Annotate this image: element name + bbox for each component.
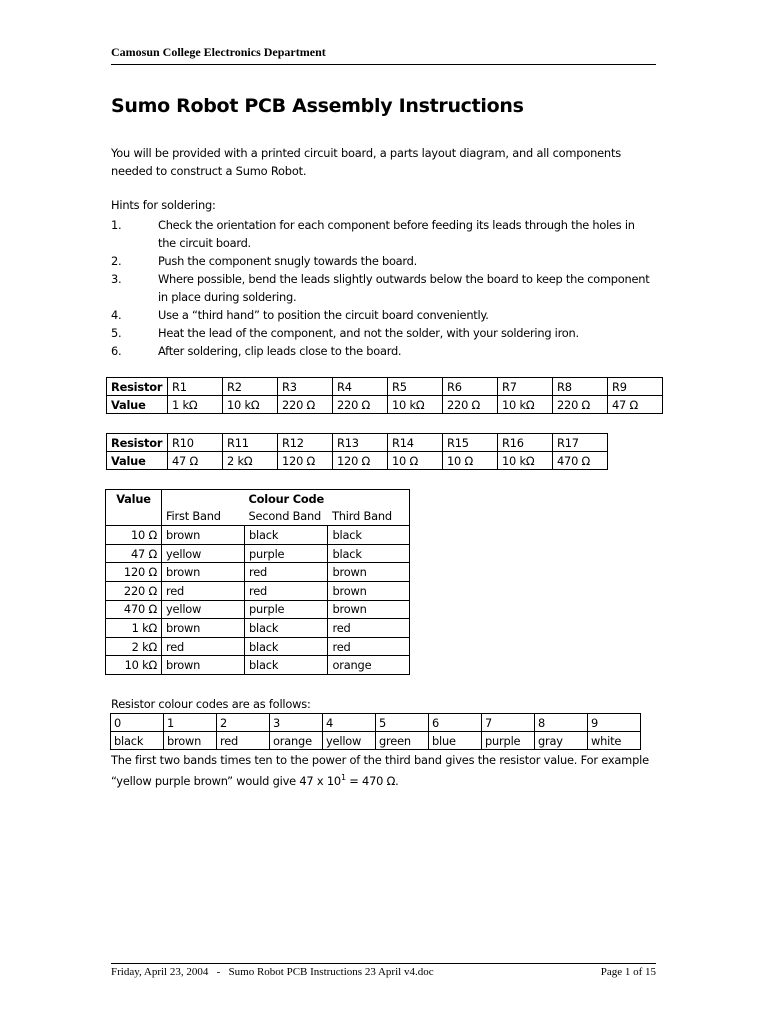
table-row [106,600,410,619]
value-cell: 470 Ω [553,452,608,470]
value-cell: 10 kΩ [498,452,553,470]
resistor-table-2 [106,433,608,470]
colour-cell: yellow [323,732,376,750]
table-row [106,526,410,545]
hint-item [111,270,656,306]
resistor-cell: R14 [388,434,443,452]
row-label: Value [107,452,168,470]
value-cell: 220 Ω [333,396,388,414]
colour-digit-table [110,713,641,750]
value-cell: 10 kΩ [223,396,278,414]
band-cell: black [328,544,410,563]
value-cell: 10 kΩ [388,396,443,414]
band-cell: brown [162,526,245,545]
band-cell: black [245,526,328,545]
table-row [106,544,410,563]
hint-item [111,342,656,360]
resistor-cell: R5 [388,378,443,396]
digit-cell: 7 [482,714,535,732]
value-cell: 47 Ω [106,544,162,563]
table-row [106,619,410,638]
hints-title: Hints for soldering: [111,198,216,212]
colour-cell: brown [164,732,217,750]
empty-header-cell [106,508,162,526]
value-cell: 10 Ω [106,526,162,545]
digit-row [111,714,641,732]
resistor-cell: R13 [333,434,388,452]
value-cell: 220 Ω [443,396,498,414]
value-cell: 47 Ω [168,452,223,470]
band-cell: yellow [162,600,245,619]
colour-row [111,732,641,750]
colour-cell: black [111,732,164,750]
band-cell: brown [162,619,245,638]
table-row [106,637,410,656]
digit-cell: 5 [376,714,429,732]
value-cell: 220 Ω [278,396,333,414]
band-cell: red [162,637,245,656]
closing-text-end: = 470 Ω. [345,773,399,788]
resistor-cell: R11 [223,434,278,452]
value-cell: 120 Ω [106,563,162,582]
empty-header-cell [162,490,245,508]
colour-cell: purple [482,732,535,750]
band-cell: brown [162,656,245,675]
band-header: First Band [162,508,245,526]
band-cell: black [245,637,328,656]
hint-number: 3. [111,272,122,286]
resistor-cell: R15 [443,434,498,452]
empty-header-cell [328,490,410,508]
hint-text: Where possible, bend the leads slightly outwards below the board to keep the component in place during soldering. [158,272,650,304]
value-cell: 2 kΩ [223,452,278,470]
band-cell: purple [245,544,328,563]
exponent: 1 [340,773,346,782]
colour-cell: red [217,732,270,750]
hint-item [111,252,656,270]
hints-list [111,216,656,360]
band-header: Second Band [245,508,328,526]
closing-text: The first two bands times ten to the power of the third band gives the resistor value. For example “yellow purple brown” would give 47 x 10 [111,753,649,788]
digit-cell: 2 [217,714,270,732]
digit-cell: 4 [323,714,376,732]
band-cell: red [245,563,328,582]
value-cell: 470 Ω [106,600,162,619]
value-header: Value [106,490,162,508]
table-row [106,581,410,600]
table-row [106,656,410,675]
row-label: Resistor [107,378,168,396]
colour-cell: green [376,732,429,750]
colour-cell: gray [535,732,588,750]
value-cell: 10 Ω [388,452,443,470]
band-cell: brown [328,581,410,600]
hint-number: 2. [111,254,122,268]
value-cell: 120 Ω [333,452,388,470]
resistor-row [107,378,663,396]
band-cell: yellow [162,544,245,563]
hint-number: 1. [111,218,122,232]
digit-cell: 9 [588,714,641,732]
digit-cell: 3 [270,714,323,732]
document-header: Camosun College Electronics Department [111,45,656,65]
resistor-cell: R16 [498,434,553,452]
hint-text: Push the component snugly towards the board. [158,254,417,268]
digit-cell: 8 [535,714,588,732]
resistor-row [107,434,608,452]
resistor-cell: R12 [278,434,333,452]
band-cell: red [328,637,410,656]
value-cell: 120 Ω [278,452,333,470]
value-cell: 1 kΩ [168,396,223,414]
hint-text: Use a “third hand” to position the circuit board conveniently. [158,308,489,322]
digit-cell: 6 [429,714,482,732]
colour-cell: white [588,732,641,750]
colour-cell: blue [429,732,482,750]
value-cell: 10 Ω [443,452,498,470]
resistor-table-1 [106,377,663,414]
band-cell: red [162,581,245,600]
value-cell: 1 kΩ [106,619,162,638]
resistor-cell: R8 [553,378,608,396]
hint-item [111,216,656,252]
digit-cell: 0 [111,714,164,732]
hint-number: 6. [111,344,122,358]
band-cell: black [245,619,328,638]
page-number: Page 1 of 15 [600,966,656,978]
colour-code-header: Colour Code [245,490,328,508]
band-cell: purple [245,600,328,619]
page-footer [111,963,656,978]
value-row [107,396,663,414]
resistor-cell: R6 [443,378,498,396]
band-cell: red [245,581,328,600]
page-title: Sumo Robot PCB Assembly Instructions [111,95,524,117]
colour-codes-intro: Resistor colour codes are as follows: [111,697,311,711]
resistor-cell: R3 [278,378,333,396]
band-cell: black [245,656,328,675]
value-cell: 10 kΩ [106,656,162,675]
value-cell: 47 Ω [608,396,663,414]
closing-paragraph [111,751,656,790]
band-cell: brown [328,600,410,619]
band-cell: brown [328,563,410,582]
resistor-cell: R4 [333,378,388,396]
band-cell: brown [162,563,245,582]
resistor-cell: R10 [168,434,223,452]
value-cell: 220 Ω [553,396,608,414]
value-row [107,452,608,470]
band-cell: black [328,526,410,545]
resistor-cell: R9 [608,378,663,396]
value-cell: 220 Ω [106,581,162,600]
colour-cell: orange [270,732,323,750]
band-cell: orange [328,656,410,675]
hint-item [111,306,656,324]
hint-number: 4. [111,308,122,322]
resistor-cell: R1 [168,378,223,396]
hint-number: 5. [111,326,122,340]
hint-item [111,324,656,342]
row-label: Resistor [107,434,168,452]
hint-text: Heat the lead of the component, and not the solder, with your soldering iron. [158,326,579,340]
resistor-cell: R2 [223,378,278,396]
colour-code-header-row [106,490,410,508]
table-row [106,563,410,582]
band-cell: red [328,619,410,638]
resistor-cell: R17 [553,434,608,452]
band-header: Third Band [328,508,410,526]
hint-text: After soldering, clip leads close to the board. [158,344,402,358]
digit-cell: 1 [164,714,217,732]
resistor-cell: R7 [498,378,553,396]
colour-code-table [105,489,410,675]
hint-text: Check the orientation for each component before feeding its leads through the holes in the circuit board. [158,218,635,250]
value-cell: 2 kΩ [106,637,162,656]
footer-document-info: Friday, April 23, 2004 - Sumo Robot PCB Instructions 23 April v4.doc [111,966,434,978]
band-header-row [106,508,410,526]
intro-paragraph: You will be provided with a printed circuit board, a parts layout diagram, and all components needed to construct a Sumo Robot. [111,146,621,178]
value-cell: 10 kΩ [498,396,553,414]
row-label: Value [107,396,168,414]
